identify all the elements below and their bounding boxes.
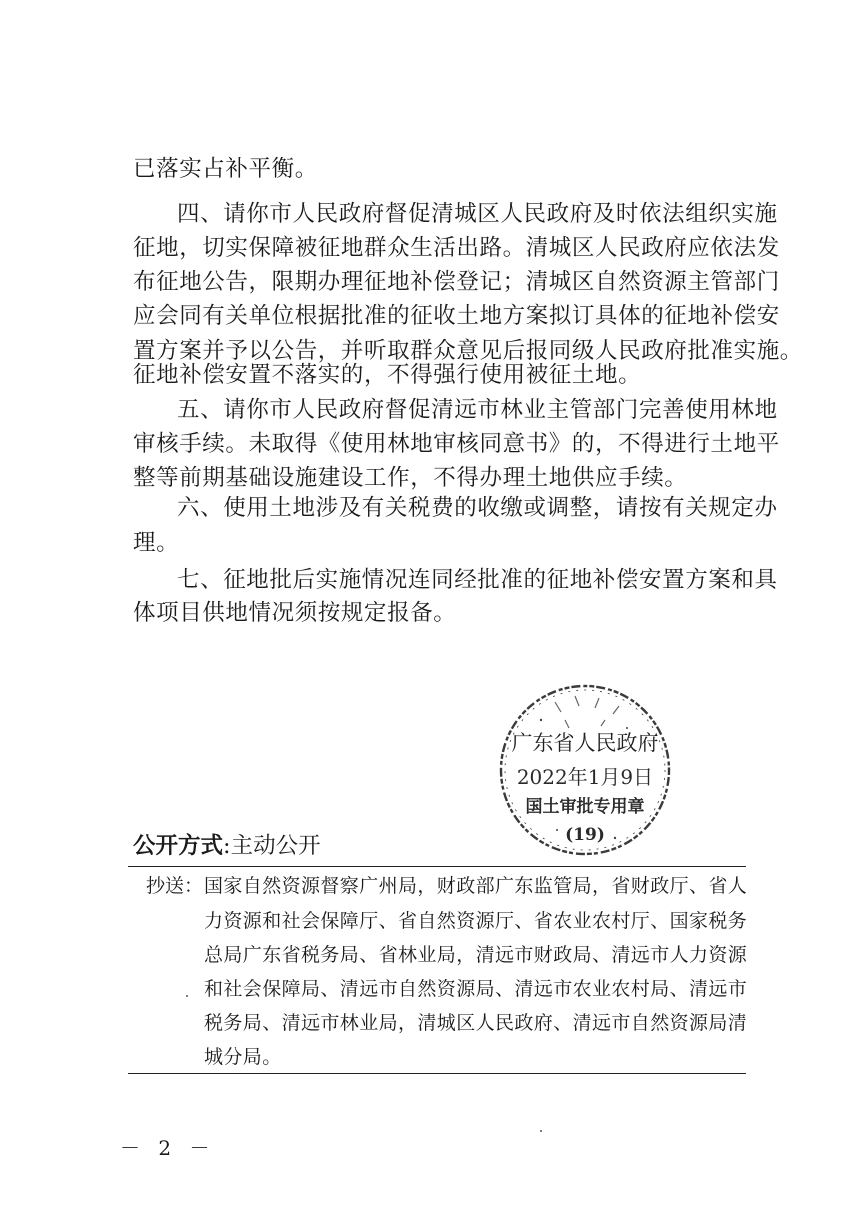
body-line: 征地，切实保障被征地群众生活出路。清城区人民政府应依法发: [133, 235, 780, 261]
seal-number-text: (19): [565, 825, 605, 845]
publication-method: [133, 833, 321, 859]
body-line: 置方案并予以公告，并听取群众意见后报同级人民政府批准实施。: [133, 338, 803, 364]
cc-line: 城分局。: [204, 1046, 282, 1068]
cc-line: 力资源和社会保障厅、省自然资源厅、省农业农村厅、国家税务: [204, 910, 748, 932]
publication-label: 公开方式: [133, 833, 224, 859]
body-line: 征地补偿安置不落实的，不得强行使用被征土地。: [133, 362, 642, 388]
body-line: 七、征地批后实施情况连同经批准的征地补偿安置方案和具: [177, 567, 778, 593]
scan-speck: [186, 995, 188, 997]
scan-speck: [540, 1130, 542, 1132]
body-line: 体项目供地情况须按规定报备。: [133, 600, 457, 626]
seal-purpose-text: 国土审批专用章: [525, 797, 645, 817]
body-line: 已落实占补平衡。: [133, 156, 318, 182]
cc-label: 抄送：: [146, 875, 204, 897]
cc-top-rule: [128, 866, 746, 867]
seal-date-text: 2022年1月9日: [516, 765, 654, 789]
page-number: － 2 －: [120, 1136, 216, 1160]
body-line: 五、请你市人民政府督促清远市林业主管部门完善使用林地: [177, 397, 778, 423]
cc-line: 和社会保障局、清远市自然资源局、清远市农业农村局、清远市: [204, 978, 748, 1000]
body-line: 六、使用土地涉及有关税费的收缴或调整，请按有关规定办: [177, 495, 778, 521]
seal-org-text: 广东省人民政府: [511, 731, 659, 755]
body-line: 理。: [133, 530, 180, 556]
official-seal-stamp: [495, 680, 675, 860]
body-line: 整等前期基础设施建设工作，不得办理土地供应手续。: [133, 465, 688, 491]
cc-line: 国家自然资源督察广州局，财政部广东监管局，省财政厅、省人: [204, 875, 748, 897]
cc-line: 总局广东省税务局、省林业局，清远市财政局、清远市人力资源: [204, 944, 748, 966]
cc-line: 税务局、清远市林业局，清城区人民政府、清远市自然资源局清: [204, 1012, 748, 1034]
body-line: 应会同有关单位根据批准的征收土地方案拟订具体的征地补偿安: [133, 303, 780, 329]
body-line: 四、请你市人民政府督促清城区人民政府及时依法组织实施: [177, 201, 778, 227]
publication-value: :主动公开: [223, 833, 321, 859]
cc-bottom-rule: [128, 1073, 746, 1074]
body-line: 布征地公告，限期办理征地补偿登记；清城区自然资源主管部门: [133, 269, 780, 295]
body-line: 审核手续。未取得《使用林地审核同意书》的，不得进行土地平: [133, 431, 780, 457]
